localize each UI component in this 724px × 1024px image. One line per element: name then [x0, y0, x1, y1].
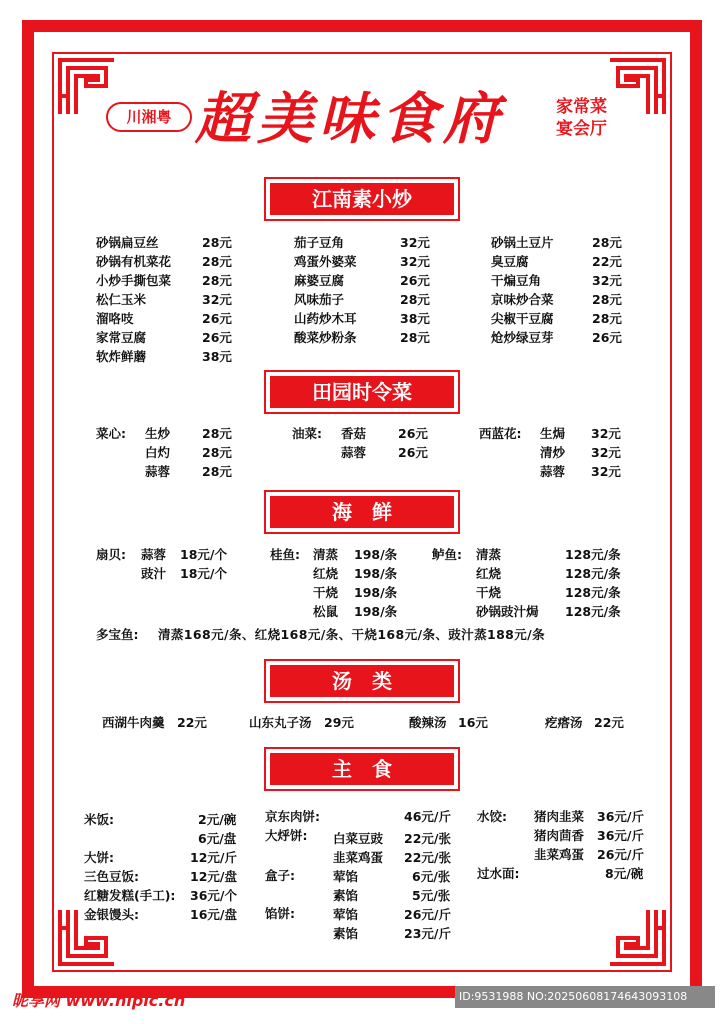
section-header-seasonal [264, 370, 460, 414]
staple-label: 大饼: [84, 850, 114, 865]
dish-price: 12元/盘 [190, 869, 237, 884]
dish-name: 山东丸子汤 [249, 715, 312, 730]
dish-name: 茄子豆角 [294, 235, 345, 250]
dish-price: 26元 [202, 330, 232, 345]
dish-price: 28元 [400, 330, 430, 345]
dish-price: 28元 [592, 292, 622, 307]
dish-name: 砂锅扁豆丝 [96, 235, 159, 250]
dish-price: 198/条 [354, 547, 398, 562]
dish-price: 26元 [398, 445, 428, 460]
seafood-label: 扇贝: [96, 547, 126, 562]
staple-label: 过水面: [477, 866, 520, 881]
cooking-method: 蒜蓉 [341, 445, 367, 460]
dish-name: 砂锅土豆片 [491, 235, 554, 250]
dish-price: 28元 [202, 426, 232, 441]
cooking-method: 蒜蓉 [145, 464, 171, 479]
dish-price: 16元 [458, 715, 488, 730]
dish-price: 28元 [202, 464, 232, 479]
filling: 韭菜鸡蛋 [534, 847, 585, 862]
dish-price: 28元 [202, 273, 232, 288]
dish-price: 8元/碗 [605, 866, 644, 881]
dish-price: 28元 [202, 445, 232, 460]
staple-label: 大烀饼: [265, 828, 308, 843]
staple-label: 盒子: [265, 868, 295, 883]
dish-price: 23元/斤 [404, 926, 451, 941]
dish-name: 鸡蛋外婆菜 [294, 254, 357, 269]
dish-price: 198/条 [354, 566, 398, 581]
dish-price: 22元/张 [404, 850, 451, 865]
cooking-method: 生焗 [540, 426, 566, 441]
cuisine-badge: 川湘粤 [106, 102, 192, 132]
dish-price: 198/条 [354, 585, 398, 600]
tagline-home-cooking: 家常菜 [556, 97, 607, 117]
cooking-method: 白灼 [145, 445, 171, 460]
staple-label: 水饺: [477, 809, 507, 824]
vegetable-label: 菜心: [96, 426, 126, 441]
dish-price: 32元 [202, 292, 232, 307]
dish-price: 6元/张 [412, 869, 451, 884]
dish-name: 软炸鲜蘑 [96, 349, 147, 364]
cooking-method: 清蒸 [313, 547, 339, 562]
dish-price: 5元/张 [412, 888, 451, 903]
dish-price: 26元 [202, 311, 232, 326]
dish-name: 溜咯吱 [96, 311, 134, 326]
vegetable-label: 西蓝花: [479, 426, 522, 441]
filling: 荤馅 [333, 869, 359, 884]
image-id-bar: ID:9531988 NO:20250608174643093108 [455, 986, 715, 1008]
dish-price: 198/条 [354, 604, 398, 619]
dish-price: 36元/个 [190, 888, 237, 903]
dish-price: 28元 [592, 235, 622, 250]
cooking-method: 干烧 [476, 585, 502, 600]
dish-name: 酸辣汤 [409, 715, 447, 730]
dish-price: 12元/斤 [190, 850, 237, 865]
staple-label: 三色豆饭: [84, 869, 139, 884]
turbot-label: 多宝鱼: [96, 627, 139, 642]
dish-price: 46元/斤 [404, 809, 451, 824]
vegetable-label: 油菜: [292, 426, 322, 441]
filling: 猪肉茴香 [534, 828, 585, 843]
dish-name: 小炒手撕包菜 [96, 273, 172, 288]
staple-label: 米饭: [84, 812, 114, 827]
cooking-method: 红烧 [313, 566, 339, 581]
cooking-method: 豉汁 [141, 566, 167, 581]
dish-price: 32元 [591, 464, 621, 479]
dish-price: 128元/条 [565, 585, 621, 600]
filling: 猪肉韭菜 [534, 809, 585, 824]
dish-price: 28元 [592, 311, 622, 326]
dish-name: 干煸豆角 [491, 273, 542, 288]
cooking-method: 香菇 [341, 426, 367, 441]
dish-name: 疙瘩汤 [545, 715, 583, 730]
turbot-prices: 清蒸168元/条、红烧168元/条、干烧168元/条、豉汁蒸188元/条 [158, 627, 546, 642]
cooking-method: 清蒸 [476, 547, 502, 562]
watermark-logo: 昵享网 www.nipic.cn [12, 991, 186, 1010]
dish-name: 尖椒干豆腐 [491, 311, 554, 326]
dish-name: 松仁玉米 [96, 292, 147, 307]
dish-price: 22元 [592, 254, 622, 269]
dish-price: 22元 [594, 715, 624, 730]
dish-price: 38元 [202, 349, 232, 364]
section-header-staples [264, 747, 460, 791]
dish-price: 32元 [591, 445, 621, 460]
cooking-method: 砂锅豉汁焗 [476, 604, 539, 619]
cooking-method: 蒜蓉 [540, 464, 566, 479]
dish-price: 26元 [592, 330, 622, 345]
dish-price: 28元 [202, 254, 232, 269]
cooking-method: 干烧 [313, 585, 339, 600]
staple-label: 馅饼: [265, 906, 295, 921]
tagline-banquet-hall: 宴会厅 [556, 119, 607, 139]
dish-name: 山药炒木耳 [294, 311, 357, 326]
dish-price: 2元/碗 [198, 812, 237, 827]
dish-price: 26元/斤 [597, 847, 644, 862]
filling: 韭菜鸡蛋 [333, 850, 384, 865]
dish-name: 风味茄子 [294, 292, 345, 307]
dish-name: 京味炒合菜 [491, 292, 554, 307]
dish-name: 炝炒绿豆芽 [491, 330, 554, 345]
filling: 素馅 [333, 926, 359, 941]
section-header-soups [264, 659, 460, 703]
dish-price: 128元/条 [565, 604, 621, 619]
cooking-method: 松鼠 [313, 604, 339, 619]
dish-name: 西湖牛肉羹 [102, 715, 165, 730]
section-title: 江南素小炒 [312, 187, 412, 211]
dish-price: 26元 [400, 273, 430, 288]
dish-price: 6元/盘 [198, 831, 237, 846]
seafood-label: 鲈鱼: [432, 547, 462, 562]
section-title: 海 鲜 [332, 500, 392, 524]
section-header-stirfry [264, 177, 460, 221]
dish-price: 16元/盘 [190, 907, 237, 922]
dish-price: 29元 [324, 715, 354, 730]
filling: 素馅 [333, 888, 359, 903]
dish-price: 26元 [398, 426, 428, 441]
dish-price: 22元 [177, 715, 207, 730]
dish-price: 38元 [400, 311, 430, 326]
dish-name: 砂锅有机菜花 [96, 254, 172, 269]
dish-price: 32元 [592, 273, 622, 288]
cooking-method: 蒜蓉 [141, 547, 167, 562]
cooking-method: 红烧 [476, 566, 502, 581]
section-title: 田园时令菜 [312, 380, 412, 404]
staple-label: 京东肉饼: [265, 809, 320, 824]
restaurant-title: 超美味食府 [195, 86, 505, 152]
dish-price: 28元 [400, 292, 430, 307]
section-title: 汤 类 [332, 669, 392, 693]
cooking-method: 生炒 [145, 426, 171, 441]
section-header-seafood [264, 490, 460, 534]
dish-price: 128元/条 [565, 547, 621, 562]
dish-price: 18元/个 [180, 547, 227, 562]
dish-price: 18元/个 [180, 566, 227, 581]
dish-name: 臭豆腐 [491, 254, 529, 269]
dish-price: 32元 [591, 426, 621, 441]
dish-price: 22元/张 [404, 831, 451, 846]
dish-price: 32元 [400, 254, 430, 269]
seafood-label: 桂鱼: [270, 547, 300, 562]
filling: 荤馅 [333, 907, 359, 922]
dish-name: 酸菜炒粉条 [294, 330, 357, 345]
corner-ornament-bottom-right [606, 906, 668, 968]
dish-name: 麻婆豆腐 [294, 273, 345, 288]
staple-label: 金银馒头: [84, 907, 139, 922]
cooking-method: 清炒 [540, 445, 566, 460]
dish-price: 128元/条 [565, 566, 621, 581]
dish-price: 36元/斤 [597, 828, 644, 843]
staple-label: 红糖发糕(手工): [84, 888, 176, 903]
dish-name: 家常豆腐 [96, 330, 147, 345]
section-title: 主 食 [332, 757, 392, 781]
dish-price: 36元/斤 [597, 809, 644, 824]
dish-price: 26元/斤 [404, 907, 451, 922]
filling: 白菜豆豉 [333, 831, 384, 846]
dish-price: 32元 [400, 235, 430, 250]
dish-price: 28元 [202, 235, 232, 250]
